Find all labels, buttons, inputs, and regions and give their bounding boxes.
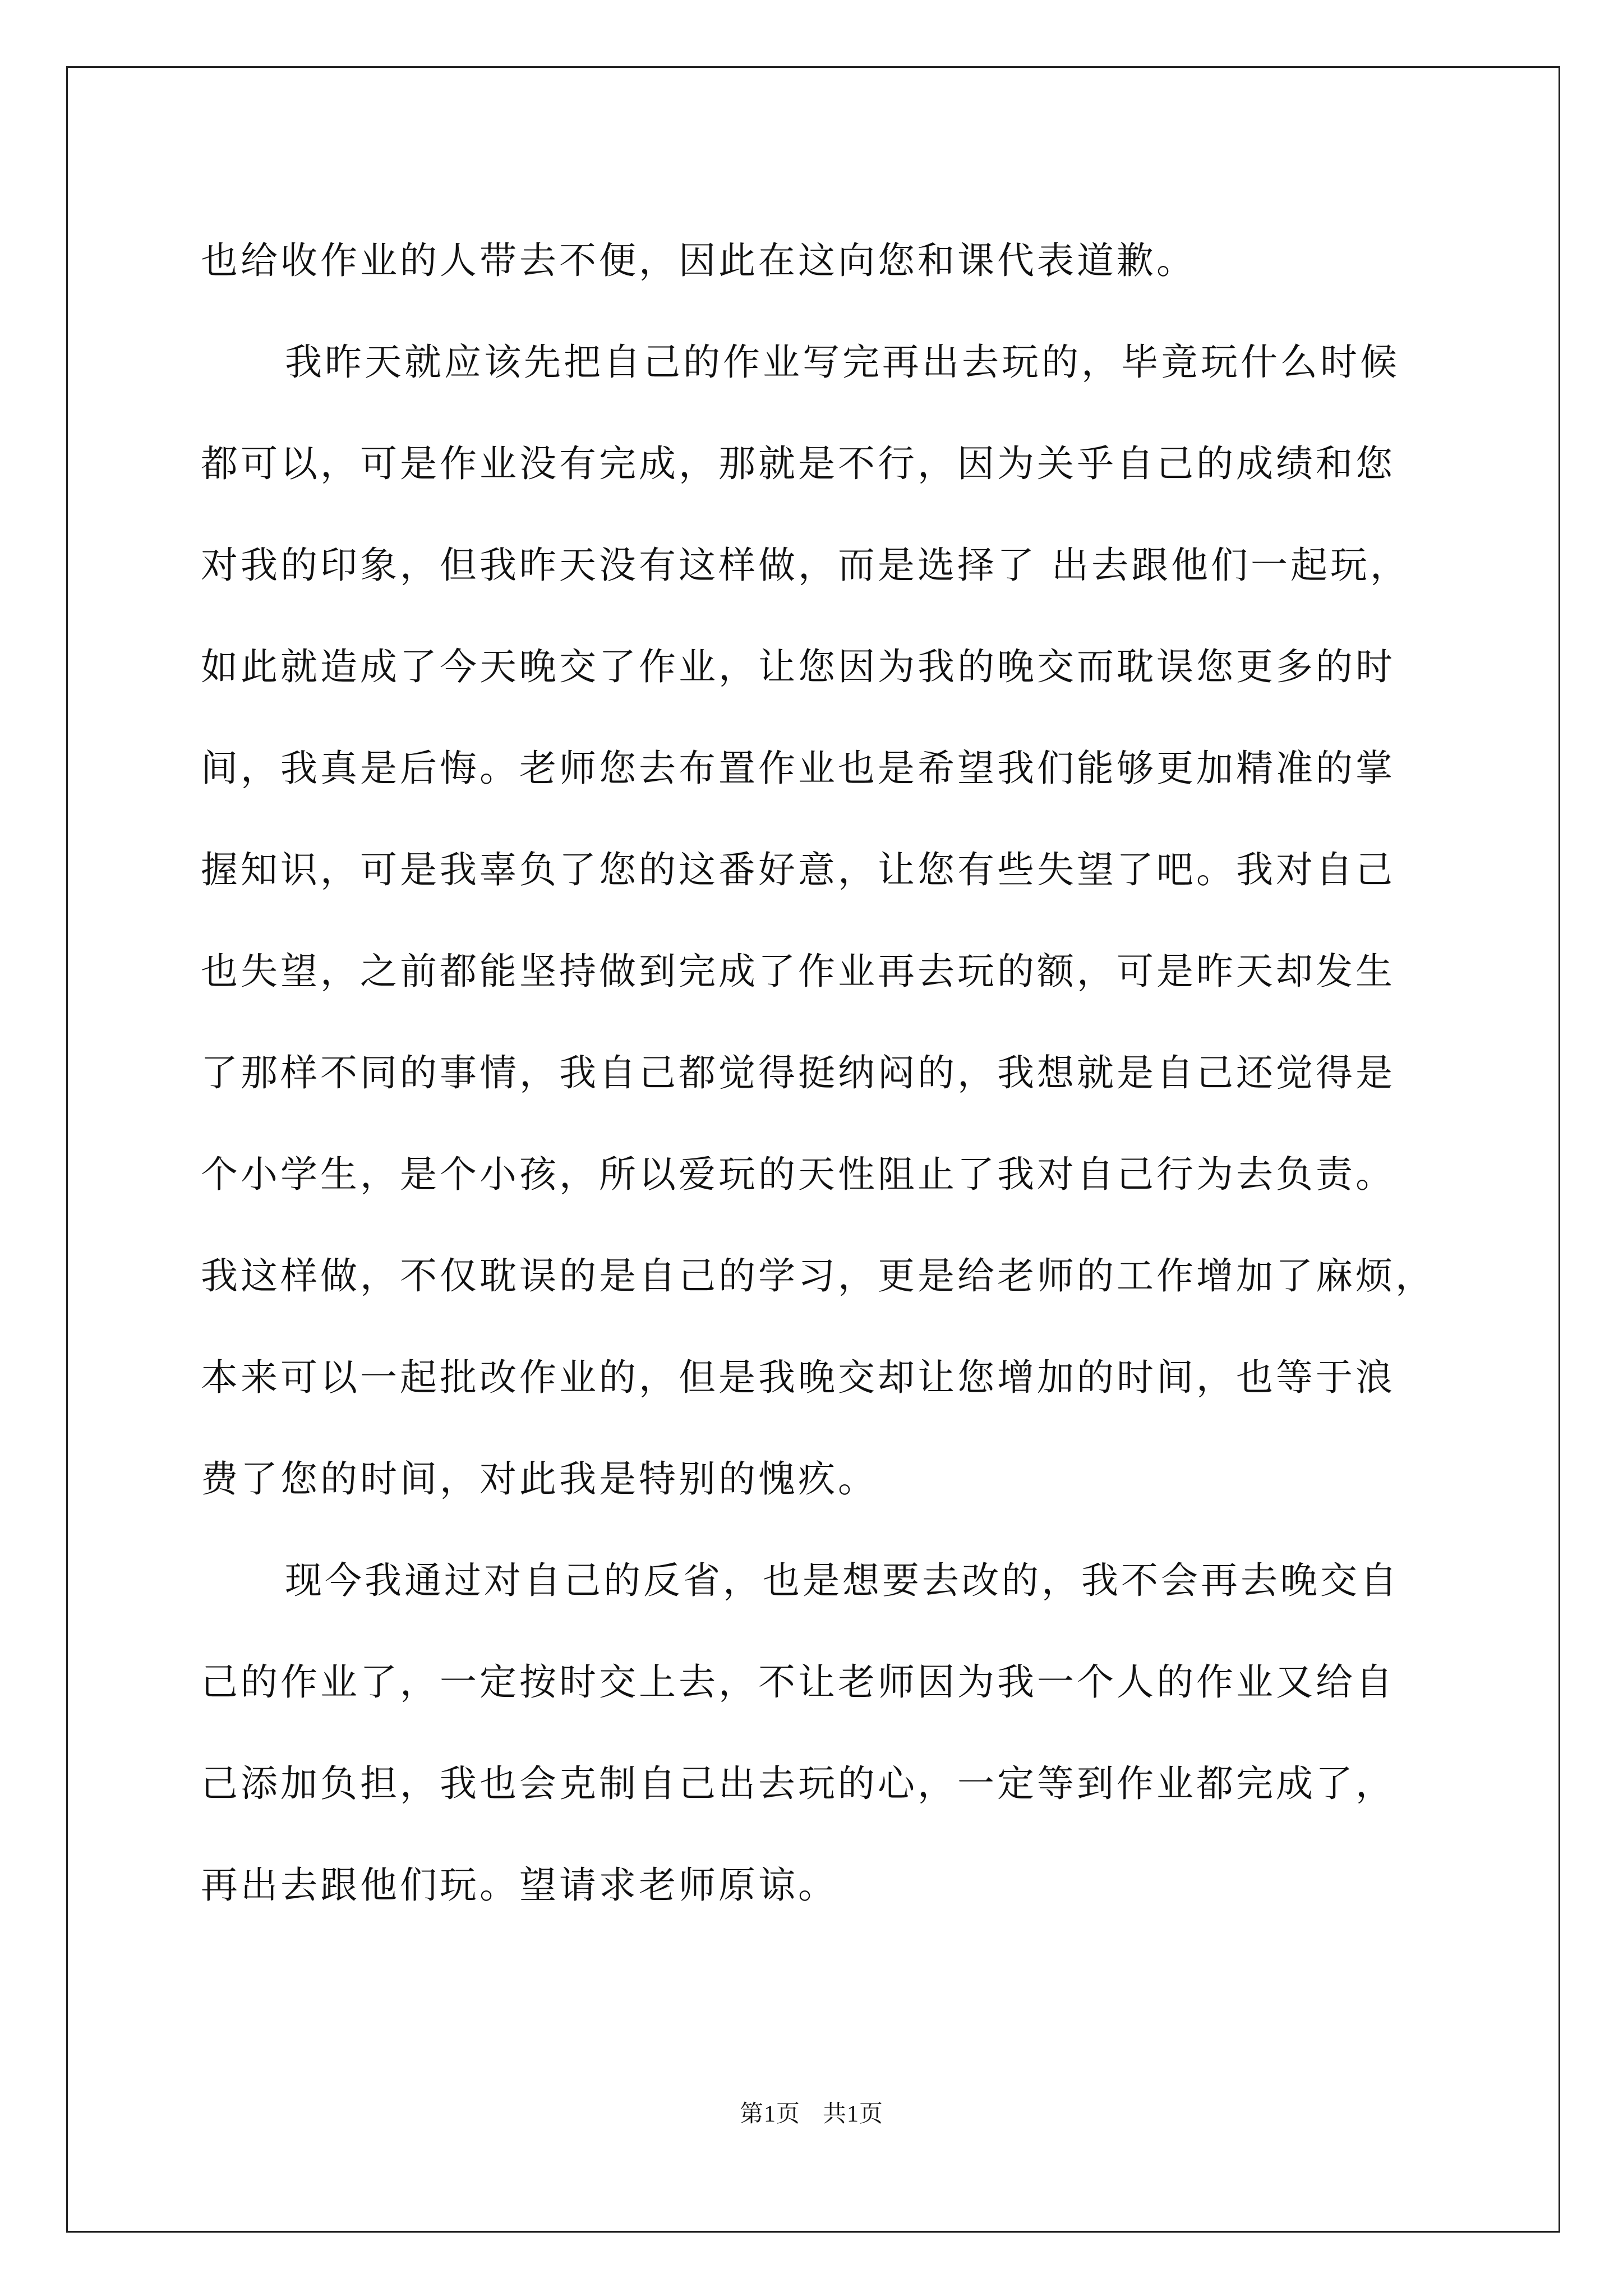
text-line-3: 都可以，可是作业没有完成，那就是不行，因为关乎自己的成绩和您 xyxy=(201,442,1395,485)
text-line-1: 也给收作业的人带去不便，因此在这向您和课代表道歉。 xyxy=(201,239,1196,282)
page-number: 第1页 xyxy=(739,2101,800,2127)
text-line-14: 现今我通过对自己的反省，也是想要去改的，我不会再去晚交自 xyxy=(285,1559,1400,1602)
text-line-13: 费了您的时间，对此我是特别的愧疚。 xyxy=(201,1457,878,1501)
text-line-10: 个小学生，是个小孩，所以爱玩的天性阻止了我对自己行为去负责。 xyxy=(201,1153,1395,1196)
text-line-16: 己添加负担，我也会克制自己出去玩的心，一定等到作业都完成了， xyxy=(201,1762,1395,1805)
text-line-11: 我这样做，不仅耽误的是自己的学习，更是给老师的工作增加了麻烦， xyxy=(201,1254,1435,1297)
text-line-6: 间，我真是后悔。老师您去布置作业也是希望我们能够更加精准的掌 xyxy=(201,747,1395,790)
text-line-7: 握知识，可是我辜负了您的这番好意，让您有些失望了吧。我对自己 xyxy=(201,848,1395,891)
document-body xyxy=(201,210,1435,1936)
text-line-9: 了那样不同的事情，我自己都觉得挺纳闷的，我想就是自己还觉得是 xyxy=(201,1051,1395,1094)
text-line-8: 也失望，之前都能坚持做到完成了作业再去玩的额，可是昨天却发生 xyxy=(201,950,1395,993)
page-total: 共1页 xyxy=(823,2101,884,2127)
text-line-12: 本来可以一起批改作业的，但是我晚交却让您增加的时间，也等于浪 xyxy=(201,1356,1395,1399)
page-footer xyxy=(0,2095,1623,2129)
text-line-4: 对我的印象，但我昨天没有这样做，而是选择了 出去跟他们一起玩， xyxy=(201,544,1410,587)
text-line-2: 我昨天就应该先把自己的作业写完再出去玩的，毕竟玩什么时候 xyxy=(285,341,1400,384)
text-line-15: 己的作业了，一定按时交上去，不让老师因为我一个人的作业又给自 xyxy=(201,1660,1395,1704)
text-line-17: 再出去跟他们玩。望请求老师原谅。 xyxy=(201,1864,838,1907)
text-line-5: 如此就造成了今天晚交了作业，让您因为我的晚交而耽误您更多的时 xyxy=(201,645,1395,688)
